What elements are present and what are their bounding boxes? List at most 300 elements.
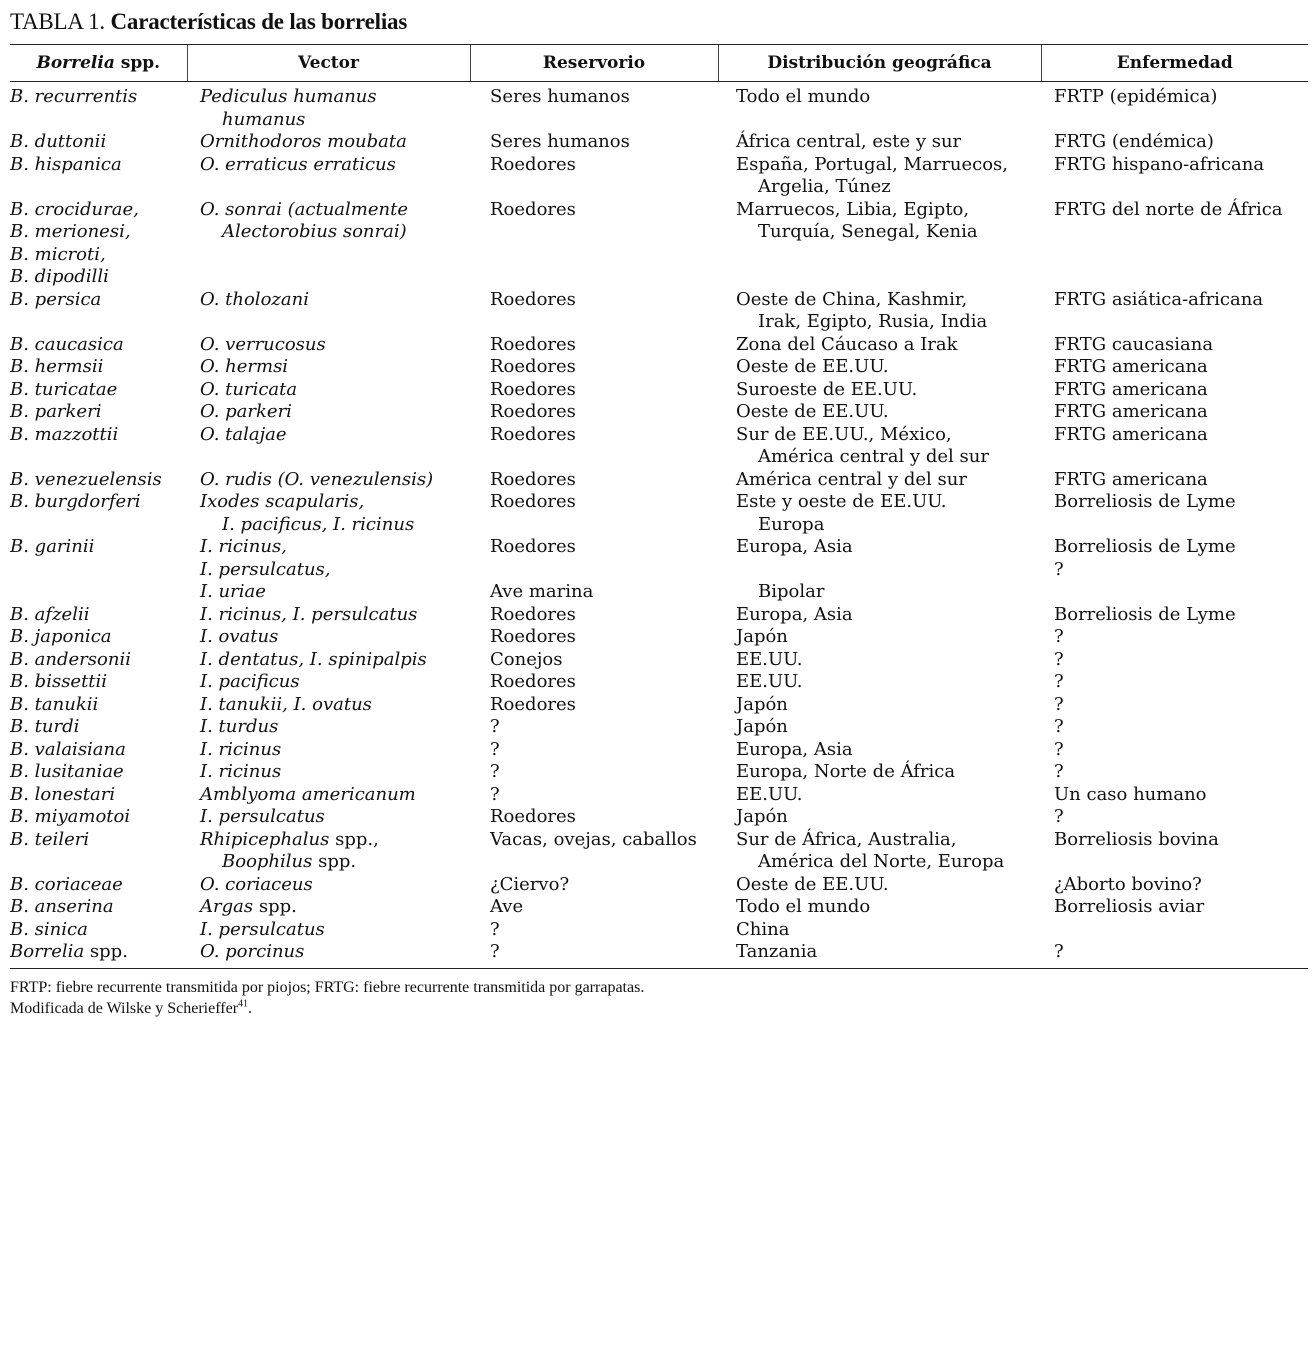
cell-vector-line: I. dentatus, I. spinipalpis <box>200 648 427 670</box>
cell-distribution-line: Europa <box>758 513 825 535</box>
cell-distribution <box>718 424 1041 469</box>
cell-distribution <box>718 896 1041 919</box>
cell-disease-line: FRTG hispano-africana <box>1054 153 1265 175</box>
cell-distribution-line: Japón <box>736 716 788 737</box>
cell-species <box>10 424 187 469</box>
cell-species <box>10 806 187 829</box>
cell-species-line: B. venezuelensis <box>10 468 162 490</box>
cell-distribution-line: EE.UU. <box>736 783 803 805</box>
cell-vector-line: I. persulcatus <box>200 918 325 940</box>
cell-distribution-line: España, Portugal, Marruecos, <box>736 153 1008 175</box>
cell-disease-line: FRTG americana <box>1054 423 1208 445</box>
cell-reservoir <box>470 356 718 379</box>
cell-species <box>10 716 187 739</box>
cell-disease <box>1041 334 1308 357</box>
cell-species <box>10 626 187 649</box>
cell-species-line: B. hispanica <box>10 153 122 175</box>
cell-reservoir-line: Roedores <box>490 378 576 400</box>
cell-vector <box>187 379 470 402</box>
cell-reservoir-line: ? <box>490 738 500 760</box>
cell-distribution-line: EE.UU. <box>736 671 803 692</box>
cell-disease-line: Borreliosis bovina <box>1054 828 1219 850</box>
cell-vector <box>187 289 470 334</box>
cell-distribution-line: EE.UU. <box>736 648 803 670</box>
cell-distribution <box>718 694 1041 717</box>
cell-species-line: B. lusitaniae <box>10 761 124 782</box>
cell-disease <box>1041 671 1308 694</box>
borrelia-table <box>10 44 1308 969</box>
cell-reservoir-line: Roedores <box>490 401 576 422</box>
cell-distribution-line: Japón <box>736 626 788 647</box>
cell-disease <box>1041 469 1308 492</box>
cell-disease-line: FRTG americana <box>1054 378 1208 400</box>
cell-reservoir-line: Roedores <box>490 333 576 355</box>
header-species: Borrelia spp. <box>10 45 187 82</box>
cell-reservoir-line: Roedores <box>490 468 576 490</box>
cell-distribution-line: América central y del sur <box>758 446 989 467</box>
cell-distribution-line: Argelia, Túnez <box>758 176 891 197</box>
cell-disease <box>1041 536 1308 604</box>
cell-species <box>10 289 187 334</box>
cell-disease <box>1041 199 1308 289</box>
cell-disease <box>1041 131 1308 154</box>
table-row <box>10 536 1308 604</box>
cell-reservoir <box>470 716 718 739</box>
cell-vector-line: O. hermsi <box>200 356 289 377</box>
cell-species-line: B. anserina <box>10 896 114 917</box>
cell-distribution <box>718 626 1041 649</box>
cell-vector <box>187 716 470 739</box>
cell-distribution-line: Suroeste de EE.UU. <box>736 378 918 400</box>
cell-vector-line: O. rudis (O. venezulensis) <box>200 468 434 490</box>
cell-disease-line: Borreliosis aviar <box>1054 896 1205 917</box>
cell-distribution-line: América del Norte, Europa <box>758 851 1005 872</box>
table-row <box>10 379 1308 402</box>
cell-distribution-line: Todo el mundo <box>736 896 871 917</box>
cell-distribution <box>718 469 1041 492</box>
cell-distribution-line: Este y oeste de EE.UU. <box>736 491 947 512</box>
cell-distribution <box>718 716 1041 739</box>
cell-species-line: B. recurrentis <box>10 86 138 107</box>
cell-reservoir <box>470 829 718 874</box>
cell-disease-line: ? <box>1054 693 1064 715</box>
cell-vector-line: I. tanukii, I. ovatus <box>200 693 372 715</box>
cell-vector-line: Amblyoma americanum <box>200 783 416 805</box>
cell-vector-line: O. erraticus erraticus <box>200 153 396 175</box>
cell-vector <box>187 154 470 199</box>
cell-disease-line: FRTG americana <box>1054 468 1208 490</box>
cell-reservoir <box>470 199 718 289</box>
cell-species-line: B. turdi <box>10 716 80 737</box>
cell-reservoir-line: Roedores <box>490 626 576 647</box>
cell-distribution-line: Irak, Egipto, Rusia, India <box>758 311 988 332</box>
header-row <box>10 45 1308 82</box>
cell-species <box>10 334 187 357</box>
cell-disease <box>1041 649 1308 672</box>
cell-disease-line: FRTG americana <box>1054 401 1208 422</box>
cell-vector <box>187 784 470 807</box>
cell-species <box>10 919 187 942</box>
cell-distribution <box>718 874 1041 897</box>
cell-species-line: B. bissettii <box>10 671 108 692</box>
cell-species-line: Borrelia spp. <box>10 941 128 962</box>
table-row <box>10 739 1308 762</box>
cell-disease-line: FRTG americana <box>1054 356 1208 377</box>
cell-vector-line: I. ovatus <box>200 626 279 647</box>
cell-disease <box>1041 379 1308 402</box>
cell-distribution-line: Europa, Asia <box>736 738 853 760</box>
cell-disease <box>1041 784 1308 807</box>
cell-species <box>10 874 187 897</box>
cell-reservoir <box>470 919 718 942</box>
cell-reservoir-line: ? <box>490 716 500 737</box>
cell-disease <box>1041 739 1308 762</box>
table-row <box>10 82 1308 132</box>
cell-species-line: B. turicatae <box>10 378 118 400</box>
cell-species <box>10 671 187 694</box>
cell-vector-line: Ornithodoros moubata <box>200 131 407 152</box>
cell-vector-line: humanus <box>222 108 306 130</box>
cell-reservoir-line: ? <box>490 941 500 962</box>
cell-reservoir <box>470 806 718 829</box>
cell-reservoir <box>470 739 718 762</box>
cell-reservoir <box>470 154 718 199</box>
table-row <box>10 716 1308 739</box>
cell-distribution <box>718 154 1041 199</box>
cell-species <box>10 604 187 627</box>
cell-reservoir <box>470 784 718 807</box>
cell-species-line: B. sinica <box>10 918 88 940</box>
cell-disease-line: FRTG caucasiana <box>1054 333 1214 355</box>
cell-species <box>10 649 187 672</box>
cell-species-line: B. coriaceae <box>10 873 123 895</box>
cell-vector <box>187 469 470 492</box>
cell-disease-line: Borreliosis de Lyme <box>1054 491 1236 512</box>
cell-species-line: B. parkeri <box>10 401 102 422</box>
cell-disease-line: ? <box>1054 626 1064 647</box>
cell-distribution <box>718 131 1041 154</box>
cell-species-line: B. duttonii <box>10 131 107 152</box>
cell-disease-line: FRTG (endémica) <box>1054 131 1214 152</box>
cell-species-line: B. crocidurae, <box>10 198 139 220</box>
cell-vector-line: O. tholozani <box>200 288 309 310</box>
cell-reservoir <box>470 896 718 919</box>
cell-disease-line: Borreliosis de Lyme <box>1054 603 1236 625</box>
cell-species-line: B. caucasica <box>10 333 124 355</box>
cell-vector-line: I. turdus <box>200 716 279 737</box>
cell-species <box>10 761 187 784</box>
cell-species-line: B. hermsii <box>10 356 104 377</box>
cell-vector-line: O. verrucosus <box>200 333 326 355</box>
cell-disease <box>1041 694 1308 717</box>
cell-distribution <box>718 491 1041 536</box>
cell-vector-line: O. porcinus <box>200 941 305 962</box>
document-page <box>10 8 1308 1019</box>
cell-vector-line: I. pacificus <box>200 671 300 692</box>
cell-vector <box>187 626 470 649</box>
cell-distribution-line: Japón <box>736 693 788 715</box>
cell-distribution <box>718 919 1041 942</box>
cell-disease-line: ? <box>1054 558 1064 580</box>
cell-species <box>10 829 187 874</box>
cell-species <box>10 131 187 154</box>
cell-reservoir <box>470 604 718 627</box>
cell-distribution-line: Europa, Asia <box>736 536 853 557</box>
cell-reservoir-line: ¿Ciervo? <box>490 873 570 895</box>
cell-reservoir <box>470 671 718 694</box>
cell-distribution-line: Oeste de China, Kashmir, <box>736 288 968 310</box>
cell-vector <box>187 896 470 919</box>
cell-distribution <box>718 401 1041 424</box>
table-row <box>10 761 1308 784</box>
table-row <box>10 874 1308 897</box>
cell-vector-line: O. parkeri <box>200 401 292 422</box>
cell-reservoir-line: Roedores <box>490 693 576 715</box>
cell-disease-line: ? <box>1054 648 1064 670</box>
table-row <box>10 626 1308 649</box>
cell-distribution-line: Todo el mundo <box>736 86 871 107</box>
cell-reservoir-line: Roedores <box>490 356 576 377</box>
cell-species <box>10 379 187 402</box>
cell-species-line: B. valaisiana <box>10 738 126 760</box>
cell-reservoir-line: Conejos <box>490 648 563 670</box>
cell-vector <box>187 424 470 469</box>
table-row <box>10 356 1308 379</box>
table-row <box>10 694 1308 717</box>
cell-vector-line: I. ricinus, I. persulcatus <box>200 603 418 625</box>
cell-reservoir <box>470 82 718 132</box>
cell-reservoir <box>470 401 718 424</box>
cell-reservoir <box>470 649 718 672</box>
cell-vector <box>187 829 470 874</box>
table-row <box>10 424 1308 469</box>
cell-disease-line <box>1054 919 1308 942</box>
cell-distribution-line: Zona del Cáucaso a Irak <box>736 333 958 355</box>
cell-species <box>10 401 187 424</box>
cell-disease <box>1041 82 1308 132</box>
citation-superscript: 41 <box>238 998 249 1010</box>
cell-disease <box>1041 941 1308 968</box>
table-title <box>10 8 1308 40</box>
cell-distribution <box>718 356 1041 379</box>
cell-vector-line: I. ricinus, <box>200 536 287 557</box>
cell-disease-line: ? <box>1054 761 1064 782</box>
cell-disease <box>1041 424 1308 469</box>
cell-species <box>10 356 187 379</box>
cell-disease-line: Un caso humano <box>1054 783 1207 805</box>
cell-reservoir <box>470 469 718 492</box>
cell-disease <box>1041 829 1308 874</box>
cell-disease <box>1041 491 1308 536</box>
cell-disease-line: ? <box>1054 716 1064 737</box>
cell-species-line: B. japonica <box>10 626 112 647</box>
cell-vector-line: I. ricinus <box>200 761 282 782</box>
cell-reservoir <box>470 626 718 649</box>
cell-species <box>10 469 187 492</box>
table-row <box>10 334 1308 357</box>
cell-reservoir-line: Roedores <box>490 491 576 512</box>
cell-distribution-line: África central, este y sur <box>736 131 962 152</box>
cell-species <box>10 199 187 289</box>
cell-vector-line: O. turicata <box>200 378 298 400</box>
header-disease: Enfermedad <box>1041 45 1308 82</box>
cell-species <box>10 82 187 132</box>
cell-vector <box>187 82 470 132</box>
cell-reservoir <box>470 536 718 604</box>
table-row <box>10 131 1308 154</box>
footnote-source: Modificada de Wilske y Scherieffer$^{41}$. <box>10 998 253 1017</box>
cell-vector <box>187 356 470 379</box>
cell-vector <box>187 199 470 289</box>
cell-distribution-line: Europa, Norte de África <box>736 761 956 782</box>
cell-reservoir-line: ? <box>490 783 500 805</box>
table-row <box>10 604 1308 627</box>
cell-species-line: B. burgdorferi <box>10 491 141 512</box>
table-row <box>10 941 1308 968</box>
cell-vector <box>187 874 470 897</box>
cell-vector <box>187 671 470 694</box>
table-row <box>10 806 1308 829</box>
cell-distribution <box>718 536 1041 604</box>
cell-distribution <box>718 289 1041 334</box>
cell-distribution-line: Oeste de EE.UU. <box>736 356 889 377</box>
cell-disease <box>1041 289 1308 334</box>
cell-species-line: B. miyamotoi <box>10 806 131 827</box>
cell-vector-line: I. pacificus, I. ricinus <box>222 513 415 535</box>
cell-reservoir <box>470 761 718 784</box>
cell-reservoir <box>470 334 718 357</box>
table-row <box>10 671 1308 694</box>
cell-distribution <box>718 761 1041 784</box>
table-row <box>10 919 1308 942</box>
cell-disease-line: ? <box>1054 941 1064 962</box>
table-row <box>10 896 1308 919</box>
cell-species-line: B. lonestari <box>10 783 116 805</box>
cell-distribution <box>718 806 1041 829</box>
cell-reservoir-line: ? <box>490 918 500 940</box>
cell-disease <box>1041 626 1308 649</box>
cell-species-line: B. garinii <box>10 536 95 557</box>
cell-distribution <box>718 784 1041 807</box>
cell-reservoir-line: ? <box>490 761 500 782</box>
table-number: TABLA 1. <box>10 9 105 34</box>
cell-disease-line: FRTG del norte de África <box>1054 198 1283 220</box>
cell-species-line: B. persica <box>10 288 102 310</box>
cell-distribution-line: Turquía, Senegal, Kenia <box>758 221 978 242</box>
cell-reservoir <box>470 131 718 154</box>
cell-vector-line: I. persulcatus <box>200 806 325 827</box>
table-row <box>10 289 1308 334</box>
table-row <box>10 829 1308 874</box>
cell-species-line: B. dipodilli <box>10 266 109 287</box>
cell-species-line: B. teileri <box>10 828 90 850</box>
cell-distribution <box>718 941 1041 968</box>
cell-reservoir <box>470 379 718 402</box>
table-row <box>10 199 1308 289</box>
cell-reservoir-line: Roedores <box>490 536 576 557</box>
cell-distribution <box>718 671 1041 694</box>
cell-vector-line: O. sonrai (actualmente <box>200 198 408 220</box>
cell-species-line: B. microti, <box>10 243 106 265</box>
table-row <box>10 401 1308 424</box>
cell-distribution <box>718 739 1041 762</box>
cell-vector-line: I. uriae <box>200 581 266 602</box>
cell-species <box>10 491 187 536</box>
cell-distribution-line: Europa, Asia <box>736 603 853 625</box>
cell-species-line: B. merionesi, <box>10 221 131 242</box>
cell-distribution-line: Sur de EE.UU., México, <box>736 423 952 445</box>
cell-disease-line: ? <box>1054 738 1064 760</box>
cell-species <box>10 739 187 762</box>
cell-distribution <box>718 334 1041 357</box>
cell-distribution-line <box>736 559 1041 582</box>
cell-vector-line: Alectorobius sonrai) <box>222 221 407 242</box>
cell-disease-line: FRTG asiática-africana <box>1054 288 1264 310</box>
table-row <box>10 784 1308 807</box>
cell-reservoir-line: Seres humanos <box>490 86 630 107</box>
cell-disease <box>1041 356 1308 379</box>
cell-reservoir-line: Vacas, ovejas, caballos <box>490 828 697 850</box>
cell-disease <box>1041 154 1308 199</box>
cell-distribution-line: Sur de África, Australia, <box>736 828 957 850</box>
cell-disease <box>1041 806 1308 829</box>
header-vector: Vector <box>187 45 470 82</box>
header-reservoir: Reservorio <box>470 45 718 82</box>
cell-distribution-line: Marruecos, Libia, Egipto, <box>736 198 970 220</box>
cell-species <box>10 154 187 199</box>
cell-species <box>10 896 187 919</box>
cell-vector-line: O. talajae <box>200 423 287 445</box>
cell-distribution <box>718 199 1041 289</box>
cell-disease <box>1041 874 1308 897</box>
cell-vector <box>187 401 470 424</box>
cell-reservoir <box>470 874 718 897</box>
cell-reservoir-line: Roedores <box>490 671 576 692</box>
cell-distribution-line: Oeste de EE.UU. <box>736 401 889 422</box>
cell-species <box>10 941 187 968</box>
cell-species-line: B. mazzottii <box>10 423 119 445</box>
cell-disease-line: ? <box>1054 806 1064 827</box>
cell-vector <box>187 491 470 536</box>
cell-distribution-line: Oeste de EE.UU. <box>736 873 889 895</box>
footnote-abbreviations: FRTP: fiebre recurrente transmitida por piojos; FRTG: fiebre recurrente transmitida por garrapatas. <box>10 978 645 996</box>
cell-disease-line: ? <box>1054 671 1064 692</box>
cell-vector-line: I. ricinus <box>200 738 282 760</box>
cell-vector-line: Argas spp. <box>200 896 297 917</box>
cell-distribution-line: China <box>736 918 790 940</box>
cell-reservoir-line <box>490 559 718 582</box>
cell-disease <box>1041 761 1308 784</box>
cell-vector <box>187 604 470 627</box>
cell-distribution-line: Japón <box>736 806 788 827</box>
cell-species-line: B. tanukii <box>10 693 99 715</box>
cell-disease <box>1041 604 1308 627</box>
cell-reservoir <box>470 491 718 536</box>
cell-species <box>10 784 187 807</box>
cell-disease-line: ¿Aborto bovino? <box>1054 873 1202 895</box>
cell-disease-line: FRTP (epidémica) <box>1054 86 1218 107</box>
cell-species-line: B. andersonii <box>10 648 131 670</box>
footnotes <box>10 977 1308 1019</box>
cell-vector <box>187 919 470 942</box>
cell-reservoir-line: Roedores <box>490 153 576 175</box>
cell-distribution <box>718 829 1041 874</box>
table-row <box>10 469 1308 492</box>
cell-vector <box>187 131 470 154</box>
cell-distribution-line: América central y del sur <box>736 468 967 490</box>
cell-reservoir-line: Roedores <box>490 603 576 625</box>
cell-vector-line: Rhipicephalus spp., <box>200 828 379 850</box>
